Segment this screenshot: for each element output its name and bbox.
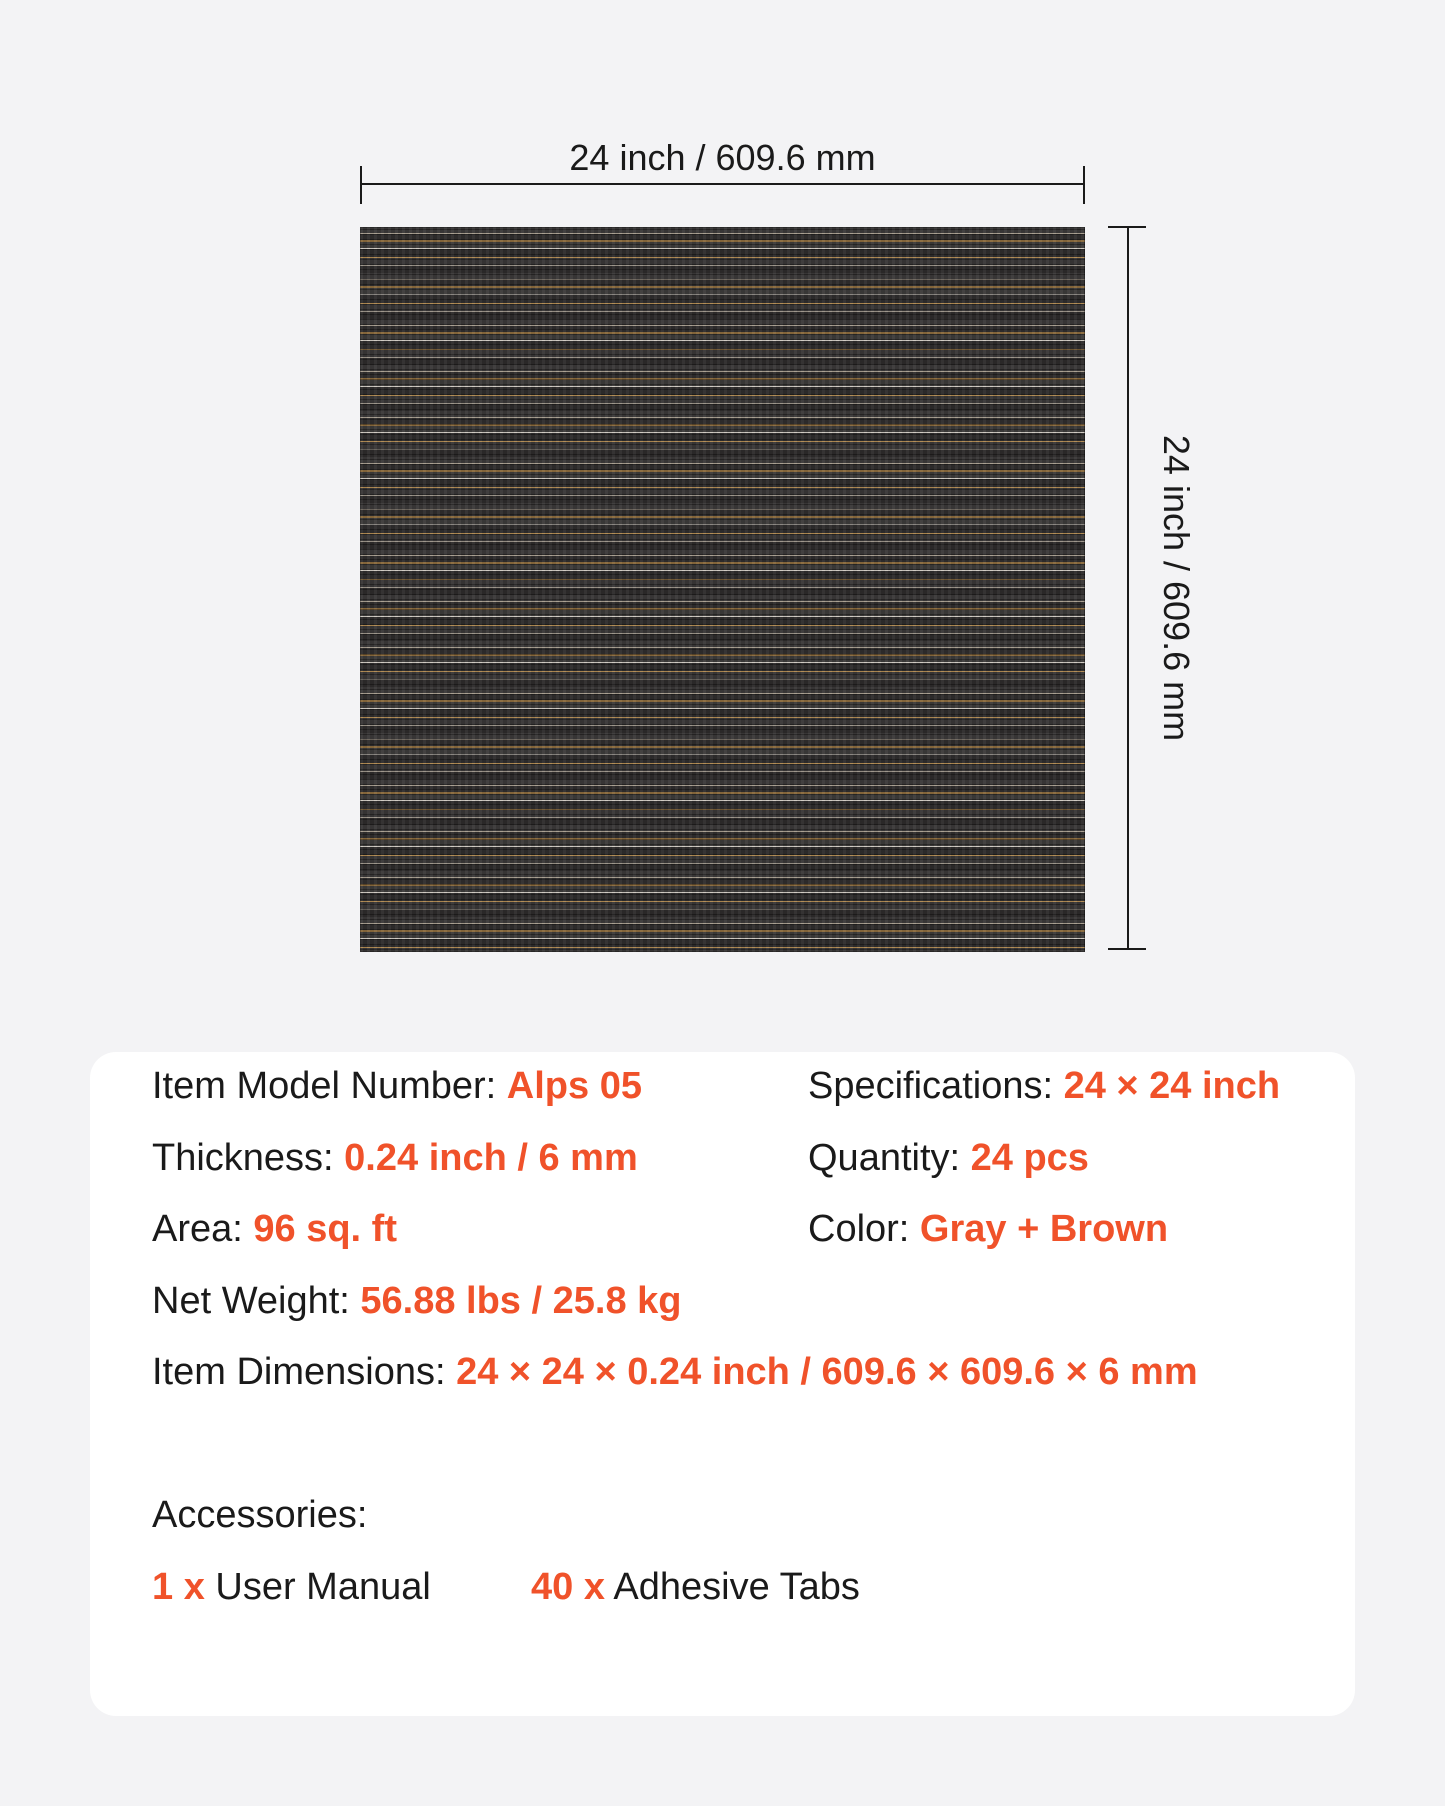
spec-specifications-value: 24 × 24 inch (1063, 1065, 1281, 1107)
spec-color (808, 1205, 1168, 1253)
spec-item-dimensions-label: Item Dimensions: (152, 1351, 457, 1393)
spec-specifications (808, 1062, 1280, 1110)
spec-model-value: Alps 05 (506, 1065, 642, 1107)
spec-area-label: Area: (152, 1208, 254, 1250)
accessory-qty: 40 x (531, 1566, 605, 1608)
height-dimension-label: 24 inch / 609.6 mm (1156, 434, 1198, 742)
spec-thickness-label: Thickness: (152, 1137, 345, 1179)
accessory-qty: 1 x (152, 1566, 205, 1608)
height-dimension-line (1127, 226, 1129, 950)
accessory-name: User Manual (204, 1566, 431, 1608)
accessories-title: Accessories: (152, 1494, 368, 1536)
spec-color-label: Color: (808, 1208, 920, 1250)
width-dimension-tick-right (1083, 166, 1085, 204)
spec-model-label: Item Model Number: (152, 1065, 507, 1107)
spec-net-weight-label: Net Weight: (152, 1280, 361, 1322)
spec-thickness (152, 1134, 638, 1182)
accessory-item (152, 1563, 431, 1611)
spec-quantity (808, 1134, 1089, 1182)
spec-net-weight (152, 1277, 681, 1325)
spec-item-dimensions (152, 1348, 1198, 1396)
spec-quantity-value: 24 pcs (970, 1137, 1089, 1179)
accessory-name: Adhesive Tabs (604, 1566, 860, 1608)
height-dimension-tick-top (1108, 226, 1146, 228)
height-dimension-label-wrap (1152, 226, 1200, 950)
spec-thickness-value: 0.24 inch / 6 mm (344, 1137, 638, 1179)
carpet-tile-image (360, 227, 1085, 952)
spec-area-value: 96 sq. ft (253, 1208, 397, 1250)
spec-net-weight-value: 56.88 lbs / 25.8 kg (360, 1280, 682, 1322)
spec-quantity-label: Quantity: (808, 1137, 971, 1179)
spec-area (152, 1205, 397, 1253)
width-dimension-label: 24 inch / 609.6 mm (569, 137, 876, 178)
spec-item-dimensions-value: 24 × 24 × 0.24 inch / 609.6 × 609.6 × 6 mm (456, 1351, 1198, 1393)
spec-model (152, 1062, 642, 1110)
accessory-item (531, 1563, 860, 1611)
height-dimension-tick-bottom (1108, 948, 1146, 950)
width-dimension-tick-left (360, 166, 362, 204)
spec-color-value: Gray + Brown (919, 1208, 1169, 1250)
width-dimension-line (360, 183, 1085, 185)
spec-specifications-label: Specifications: (808, 1065, 1064, 1107)
